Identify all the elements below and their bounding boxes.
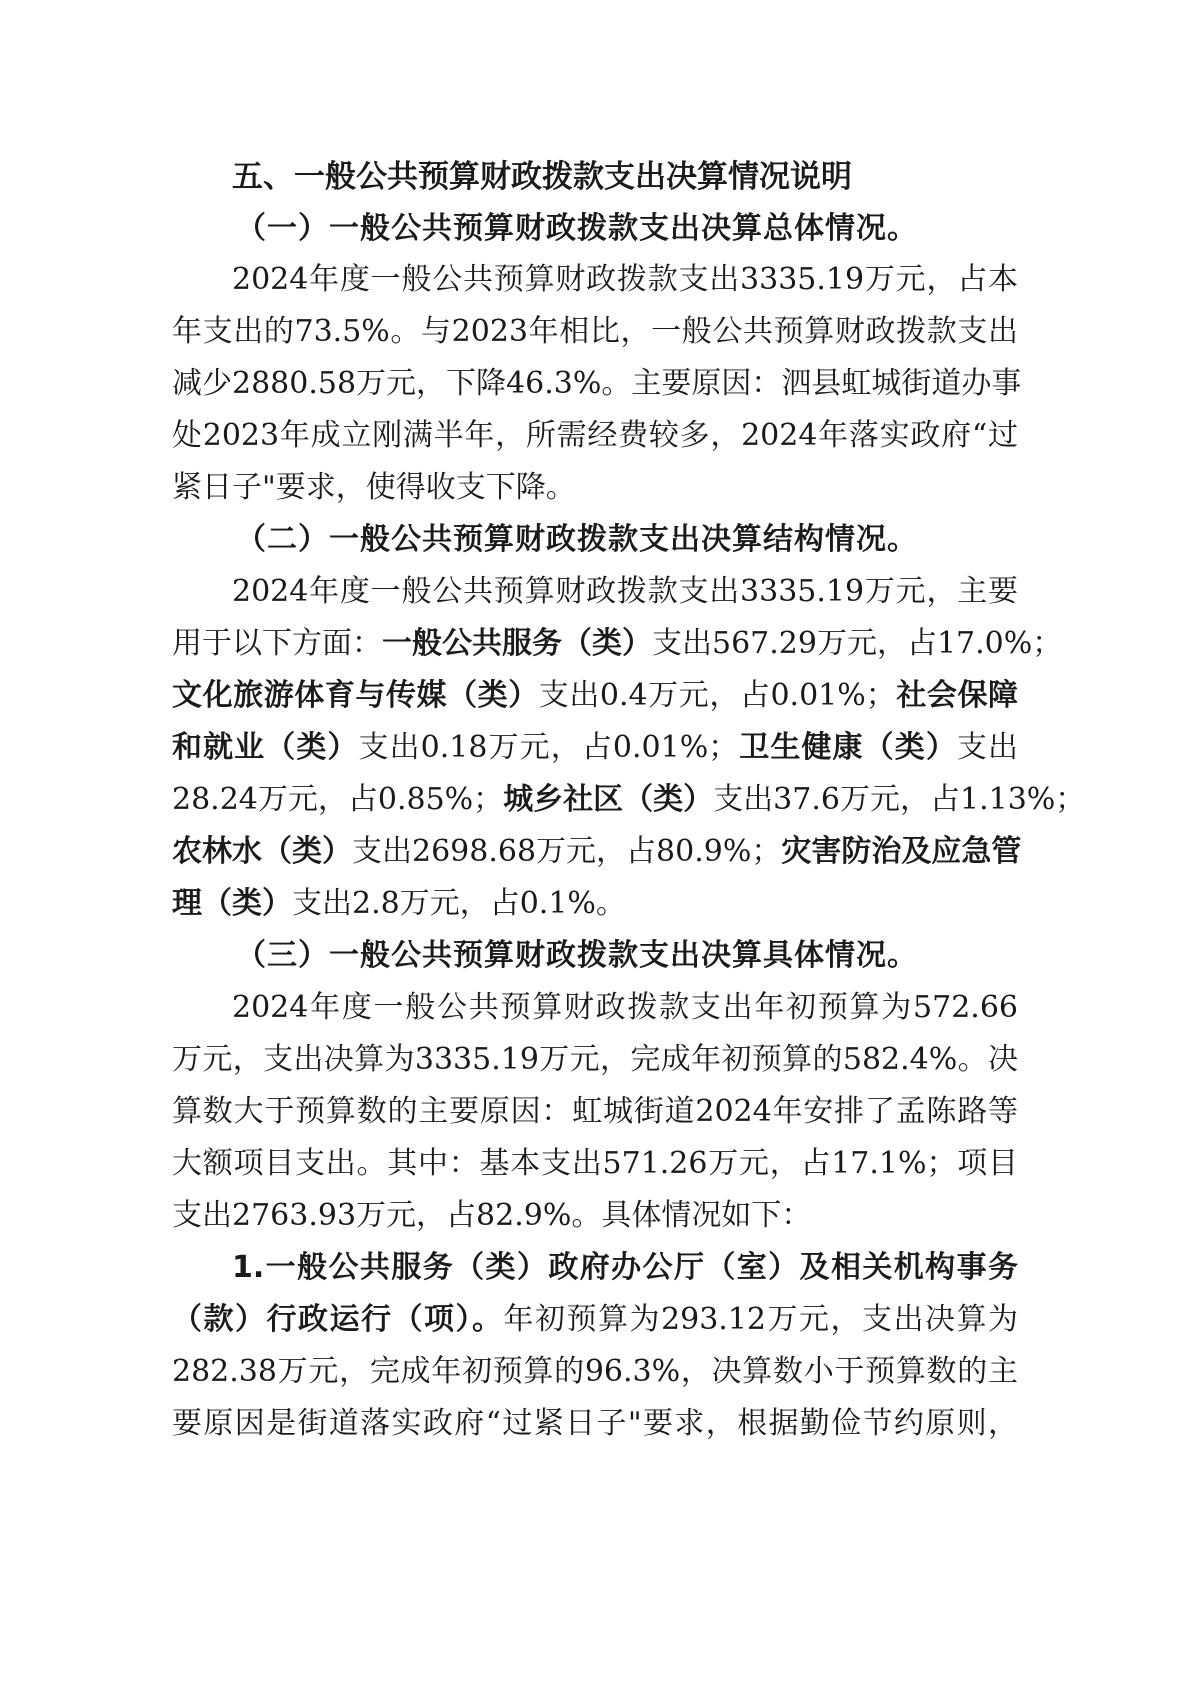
category-social-security-part2: 和就业（类）	[172, 730, 359, 765]
item1-line-4: 要原因是街道落实政府“过紧日子"要求，根据勤俭节约原则，	[172, 1406, 1018, 1441]
section1-line-1: 2024年度一般公共预算财政拨款支出3335.19万元，占本	[232, 262, 1018, 297]
page-title: 五、一般公共预算财政拨款支出决算情况说明	[232, 159, 852, 195]
category-urban-rural: 城乡社区（类）	[503, 782, 714, 817]
category-general-public-services-amount: 支出567.29万元，占17.0%；	[652, 626, 1063, 661]
section1-line-4: 处2023年成立刚满半年，所需经费较多，2024年落实政府“过	[172, 418, 1018, 453]
section2-line-1: 2024年度一般公共预算财政拨款支出3335.19万元，主要	[232, 574, 1018, 609]
item1-line-2	[172, 1300, 1018, 1340]
section3-heading: （三）一般公共预算财政拨款支出决算具体情况。	[236, 938, 918, 973]
section2-line-3	[172, 676, 1018, 716]
category-social-security-amount: 支出0.18万元，占0.01%；	[358, 730, 739, 765]
section1-line-5: 紧日子"要求，使得收支下降。	[172, 470, 576, 505]
section2-heading: （二）一般公共预算财政拨款支出决算结构情况。	[236, 522, 918, 557]
category-agriculture-amount: 支出2698.68万元，占80.9%；	[352, 834, 782, 869]
category-disaster-amount: 支出2.8万元，占0.1%。	[292, 886, 626, 921]
category-disaster-part1: 灾害防治及应急管	[781, 834, 1022, 869]
category-agriculture: 农林水（类）	[172, 834, 352, 869]
section2-line-7	[172, 884, 1018, 924]
category-disaster-part2: 理（类）	[172, 886, 292, 921]
section2-line-6	[172, 832, 1022, 872]
category-urban-rural-amount: 支出37.6万元，占1.13%；	[713, 782, 1086, 817]
item1-line-3: 282.38万元，完成年初预算的96.3%，决算数小于预算数的主	[172, 1354, 1018, 1389]
category-social-security-part1: 社会保障	[895, 678, 1019, 713]
category-health-amount: 28.24万元，占0.85%；	[172, 782, 504, 817]
item1-title-line-2: （款）行政运行（项）。	[172, 1302, 504, 1337]
item1-title-line-1: 1.一般公共服务（类）政府办公厅（室）及相关机构事务	[232, 1250, 1018, 1285]
category-health-expense-word: 支出	[956, 730, 1018, 765]
section1-line-2: 年支出的73.5%。与2023年相比，一般公共预算财政拨款支出	[172, 314, 1018, 349]
section1-line-3: 减少2880.58万元，下降46.3%。主要原因：泗县虹城街道办事	[172, 366, 1022, 401]
section2-line-2-intro: 用于以下方面：	[172, 626, 382, 661]
section3-line-1: 2024年度一般公共预算财政拨款支出年初预算为572.66	[232, 990, 1018, 1025]
category-general-public-services: 一般公共服务（类）	[382, 626, 652, 661]
section3-line-5: 支出2763.93万元，占82.9%。具体情况如下：	[172, 1198, 812, 1233]
item1-budget-text: 年初预算为293.12万元，支出决算为	[503, 1302, 1018, 1337]
section3-line-4: 大额项目支出。其中：基本支出571.26万元，占17.1%；项目	[172, 1146, 1018, 1181]
section2-line-4	[172, 728, 1018, 768]
section2-line-5	[172, 780, 1086, 820]
section3-line-2: 万元，支出决算为3335.19万元，完成年初预算的582.4%。决	[172, 1042, 1018, 1077]
category-health: 卫生健康（类）	[738, 730, 957, 765]
section1-heading: （一）一般公共预算财政拨款支出决算总体情况。	[236, 211, 918, 246]
section3-line-3: 算数大于预算数的主要原因：虹城街道2024年安排了孟陈路等	[172, 1094, 1018, 1129]
section2-line-2	[172, 624, 1063, 664]
category-culture-tourism-amount: 支出0.4万元，占0.01%；	[538, 678, 896, 713]
category-culture-tourism: 文化旅游体育与传媒（类）	[172, 678, 539, 713]
